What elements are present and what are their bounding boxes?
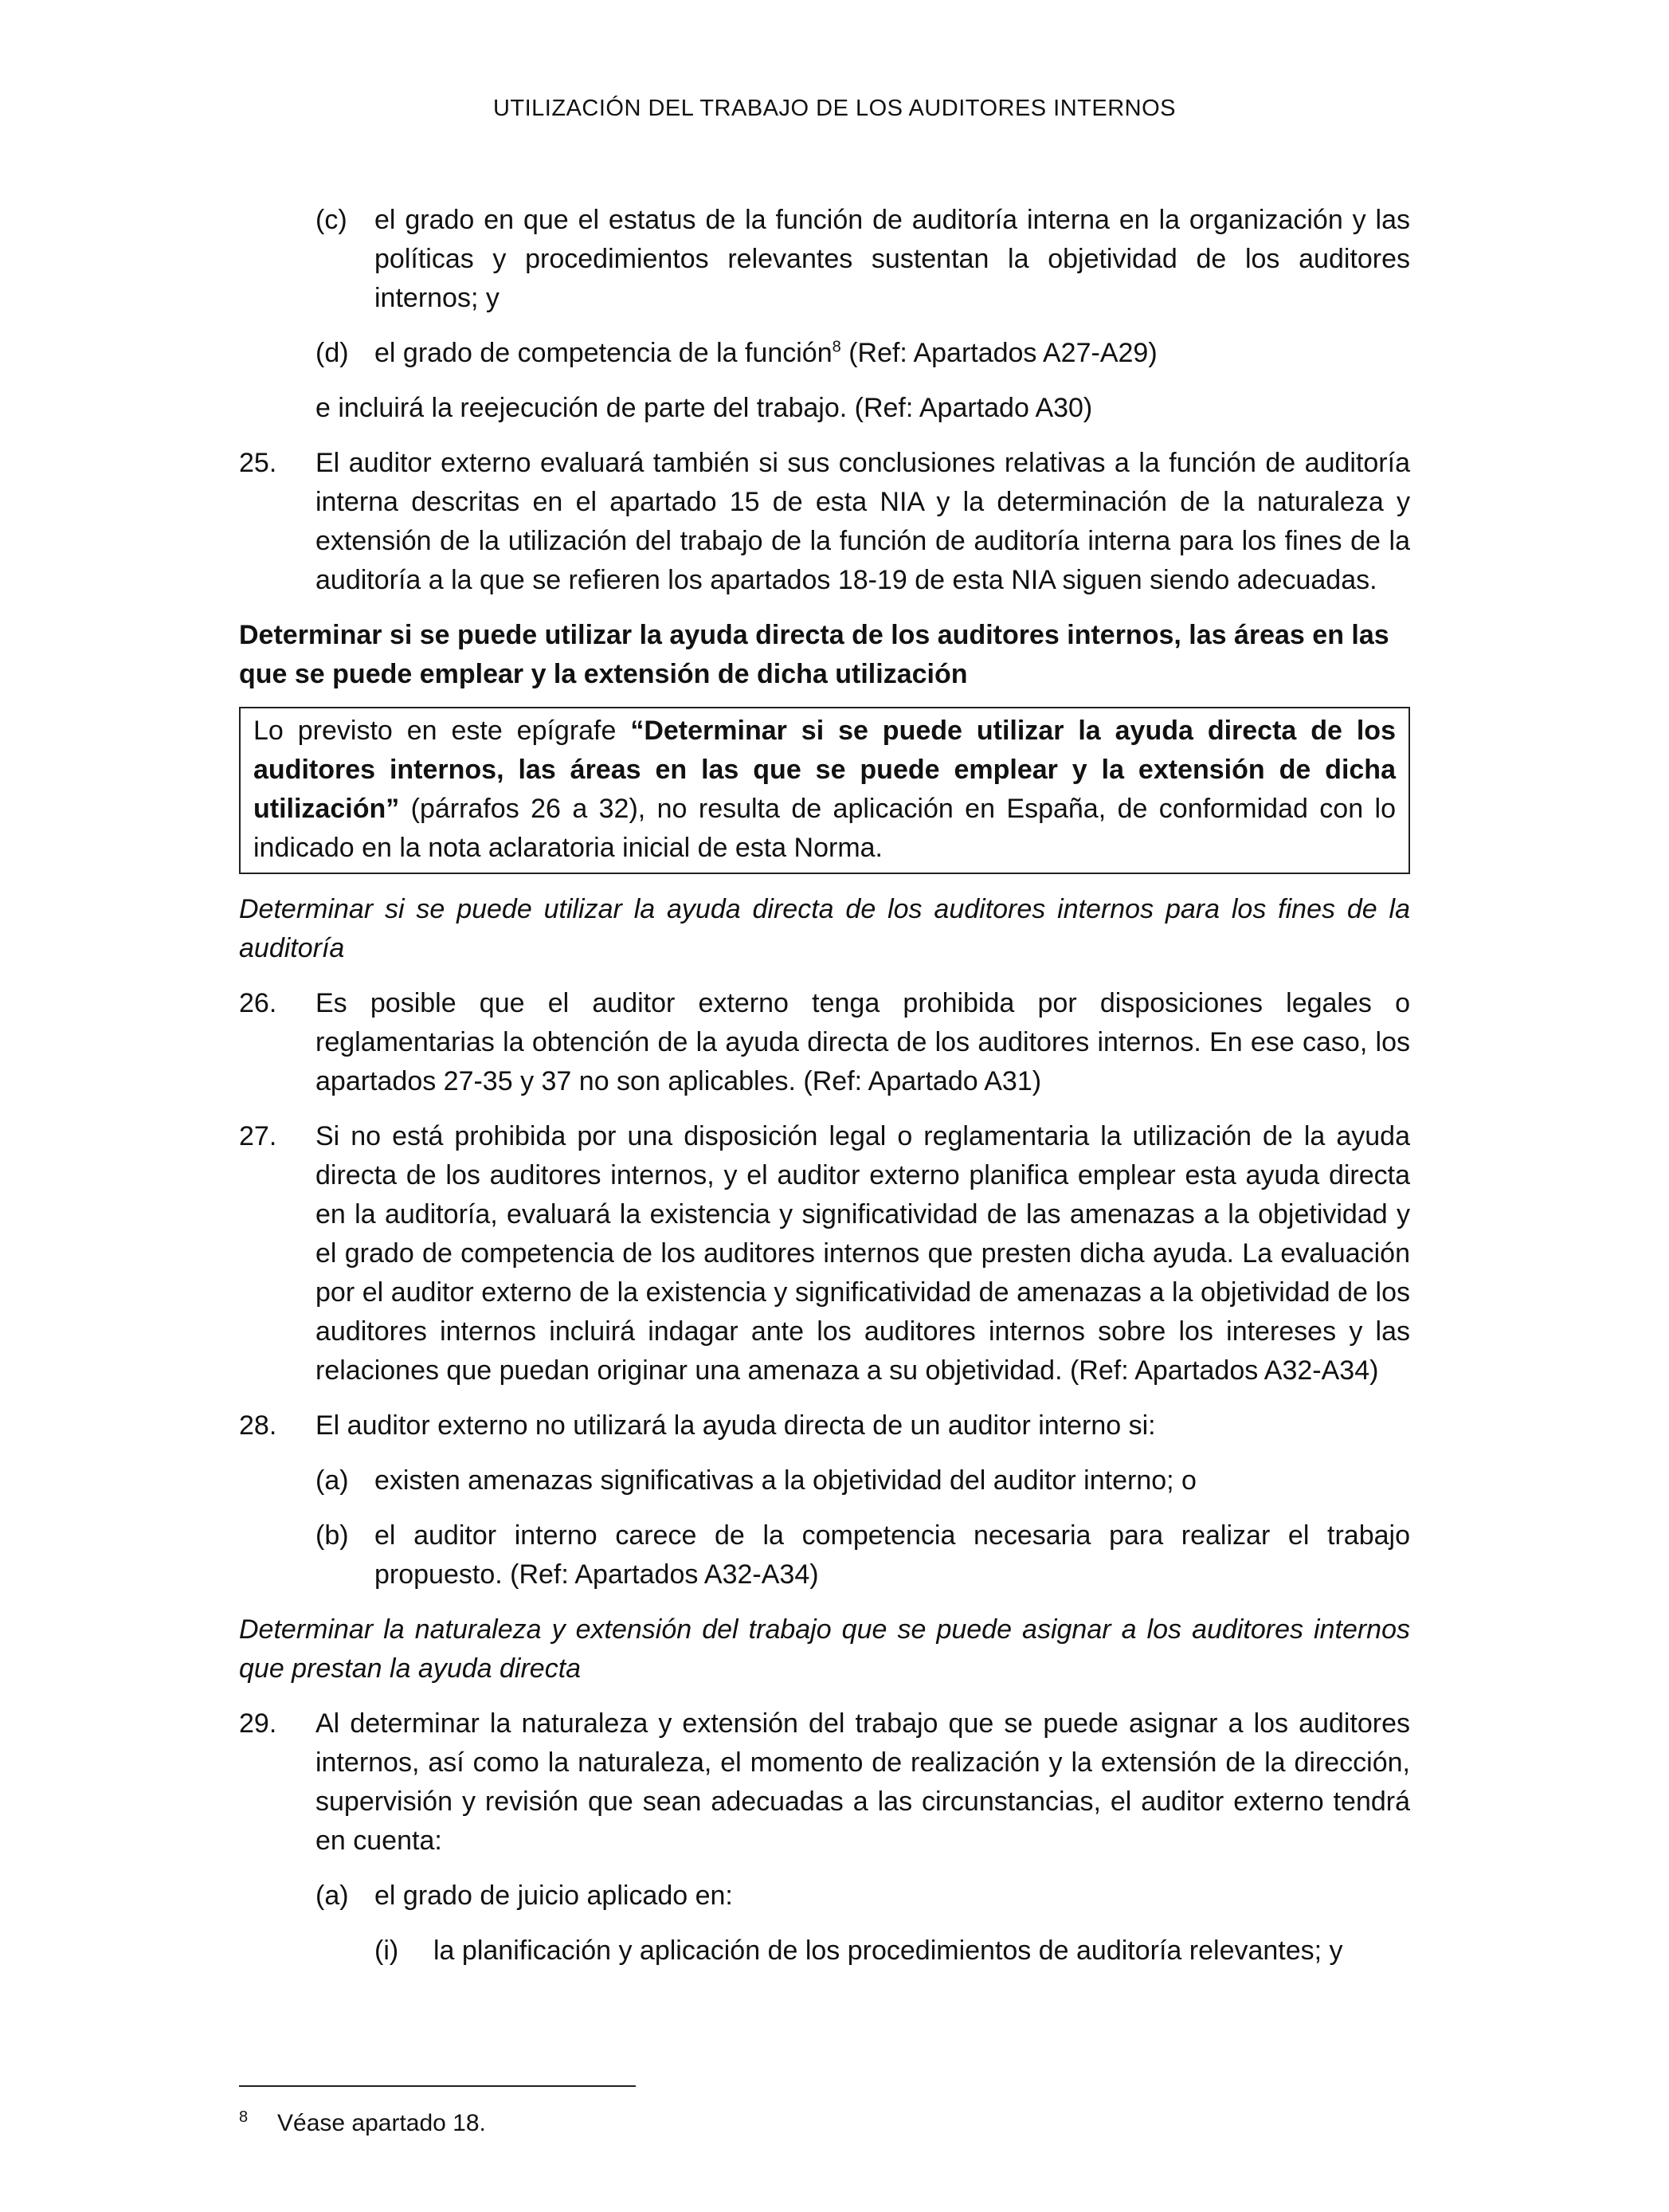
paragraph-number: 29. (239, 1708, 277, 1739)
list-label-d: (d) (315, 338, 349, 368)
list-label: (a) (315, 1881, 349, 1911)
section-heading: Determinar si se puede utilizar la ayuda directa de los auditores internos, las áreas en las que se puede emplear y la extensión de dicha utilización (239, 620, 1389, 689)
list-item-d (239, 334, 1410, 373)
footnote-divider (239, 2085, 636, 2087)
body-content (239, 201, 1410, 1986)
paragraph-26 (239, 984, 1410, 1101)
notice-prefix: Lo previsto en este epígrafe (253, 716, 631, 746)
paragraph-text: Si no está prohibida por una disposición legal o reglamentaria la utilización de la ayuda directa de los auditores internos, y el auditor externo planifica emplear esta ayuda directa en la auditoría, evaluará la existencia y significatividad de las amenazas a la objetividad y el grado de competencia de los auditores internos que presten dicha ayuda. La evaluación por el auditor externo de la existencia y significatividad de amenazas a la objetividad de los auditores internos incluirá indagar ante los auditores internos sobre los intereses y las relaciones que puedan originar una amenaza a su objetividad. (Ref: Apartados A32-A34) (315, 1121, 1410, 1386)
subsection-heading-2: Determinar la naturaleza y extensión del trabajo que se puede asignar a los auditores internos que prestan la ayuda directa (239, 1614, 1410, 1684)
paragraph-27 (239, 1117, 1410, 1390)
list-text: la planificación y aplicación de los procedimientos de auditoría relevantes; y (433, 1936, 1343, 1966)
notice-suffix: (párrafos 26 a 32), no resulta de aplicación en España, de conformidad con lo indicado en la nota aclaratoria inicial de esta Norma. (253, 794, 1396, 863)
paragraph-number: 26. (239, 988, 277, 1018)
footnote-mark: 8 (239, 2108, 249, 2126)
paragraph-number: 28. (239, 1410, 277, 1441)
list-label: (b) (315, 1520, 349, 1551)
list-label: (i) (374, 1936, 399, 1966)
list-text: existen amenazas significativas a la objetividad del auditor interno; o (374, 1465, 1197, 1496)
running-header: UTILIZACIÓN DEL TRABAJO DE LOS AUDITORES INTERNOS (492, 96, 1177, 121)
list-text: el auditor interno carece de la competencia necesaria para realizar el trabajo propuesto. (Ref: Apartados A32-A34) (374, 1520, 1410, 1590)
paragraph-number: 25. (239, 448, 277, 478)
subsection-heading-1: Determinar si se puede utilizar la ayuda directa de los auditores internos para los fines de la auditoría (239, 894, 1410, 963)
notice-bold: “Determinar si se puede utilizar la ayuda directa de los auditores internos, las áreas en las que se puede emplear y la extensión de dicha utilización” (253, 716, 1396, 824)
list-item-28b (239, 1516, 1410, 1594)
paragraph-text: El auditor externo evaluará también si sus conclusiones relativas a la función de auditoría interna descritas en el apartado 15 de esta NIA y la determinación de la naturaleza y extensión de la utilización del trabajo de la función de auditoría interna para los fines de la auditoría a la que se refieren los apartados 18-19 de esta NIA siguen siendo adecuadas. (315, 448, 1410, 595)
footnote-reference[interactable]: 8 (832, 338, 841, 356)
paragraph-29 (239, 1704, 1410, 1861)
list-text-d: el grado de competencia de la función (374, 338, 833, 368)
list-continuation: e incluirá la reejecución de parte del trabajo. (Ref: Apartado A30) (315, 393, 1093, 423)
paragraph-number: 27. (239, 1121, 277, 1151)
list-text-d-ref: (Ref: Apartados A27-A29) (840, 338, 1158, 368)
notice-box (239, 707, 1410, 874)
footnote (239, 2108, 486, 2139)
list-item-29a (239, 1877, 1410, 1916)
footnote-text: Véase apartado 18. (277, 2110, 486, 2136)
list-text-c: el grado en que el estatus de la función de auditoría interna en la organización y las políticas y procedimientos relevantes sustentan la objetividad de los auditores internos; y (374, 205, 1410, 313)
paragraph-text: Al determinar la naturaleza y extensión del trabajo que se puede asignar a los auditores internos, así como la naturaleza, el momento de realización y la extensión de la dirección, supervisión y revisión que sean adecuadas a las circunstancias, el auditor externo tendrá en cuenta: (315, 1708, 1410, 1856)
paragraph-text: El auditor externo no utilizará la ayuda directa de un auditor interno si: (315, 1410, 1156, 1441)
list-item-28a (239, 1461, 1410, 1500)
list-item-c (239, 201, 1410, 318)
list-label: (a) (315, 1465, 349, 1496)
paragraph-text: Es posible que el auditor externo tenga prohibida por disposiciones legales o reglamentarias la obtención de la ayuda directa de los auditores internos. En ese caso, los apartados 27-35 y 37 no son aplicables. (Ref: Apartado A31) (315, 988, 1410, 1096)
paragraph-28 (239, 1406, 1410, 1445)
paragraph-25 (239, 444, 1410, 600)
list-text: el grado de juicio aplicado en: (374, 1881, 733, 1911)
list-label-c: (c) (315, 205, 347, 235)
list-item-29a-i (239, 1932, 1410, 1971)
